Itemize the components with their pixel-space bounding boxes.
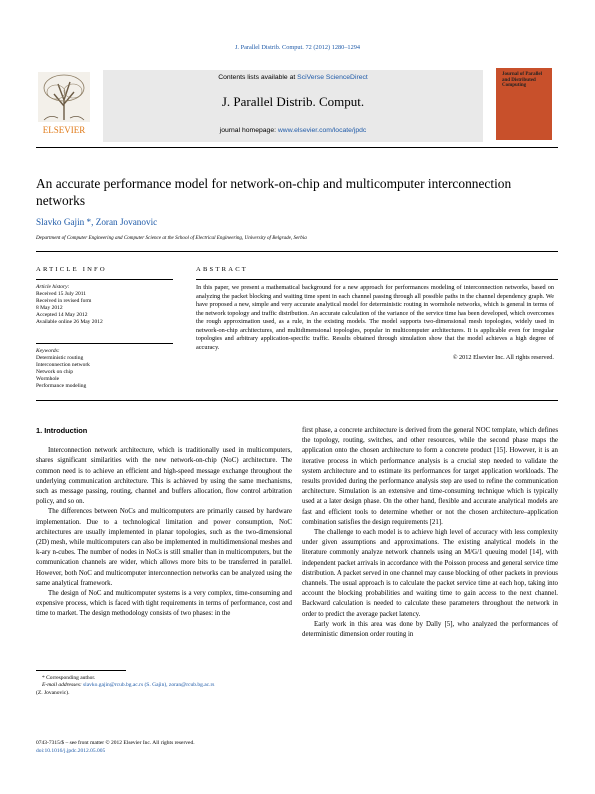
abstract-bottom-rule	[36, 400, 558, 401]
paragraph: The design of NoC and multicomputer systems is a very complex, time-consuming and expensive process, which is faced with tight requirements in terms of performance, cost and time to market. The design methodology consists of two phases: in the	[36, 590, 292, 618]
history-item: Available online 26 May 2012	[36, 319, 103, 325]
section-heading: 1. Introduction	[36, 426, 88, 435]
journal-reference: J. Parallel Distrib. Comput. 72 (2012) 1280–1294	[234, 44, 361, 51]
contents-prefix: Contents lists available at	[218, 74, 298, 81]
article-history	[36, 284, 176, 326]
keyword-item: Performance modeling	[36, 383, 87, 390]
paragraph: first phase, a concrete architecture is derived from the general NOC template, which defines the topology, routing, switches, and other resources, while the second phase maps the application onto the chosen architecture to form a concrete product [15]. However, it is an iterative process in which performance analysis is a crucial step needed to validate the system architecture and to estimate its performances for target application workloads. The results provided during the performance analysis step are used to refine the communication architecture. Simulation is an extensive and time-consuming technique which is typically used at a later design phase. On the other hand, flexible and accurate analytical models are fast and efficient tools to determine whether or not the chosen architecture–application combination satisfies the design requirements [21].	[302, 427, 558, 526]
email-links[interactable]: slavko.gajin@rcub.bg.ac.rs (S. Gajin), zoran@rcub.bg.ac.rs	[83, 682, 215, 689]
doi-link[interactable]: doi:10.1016/j.jpdc.2012.05.005	[36, 748, 106, 754]
abstract-body	[196, 284, 554, 363]
issn-line: 0743-7315/$ – see front matter © 2012 Elsevier Inc. All rights reserved.	[36, 740, 195, 746]
keywords-label: Keywords:	[36, 348, 60, 354]
keywords-rule	[36, 343, 173, 344]
article-authors[interactable]: Slavko Gajin *, Zoran Jovanovic	[36, 217, 158, 227]
paragraph: Early work in this area was done by Dally [5], who analyzed the performances of deterministic dimension order routing in	[302, 620, 558, 639]
history-item: 8 May 2012	[36, 305, 63, 311]
article-info-rule	[36, 279, 173, 280]
paragraph: Interconnection network architecture, which is traditionally used in multicomputers, shares significant similarities with the new network-on-chip (NoC) architecture. The common need is to achieve an efficient and high-speed message exchange throughout the underlying communication architecture. This is achieved by using the same mechanisms, such as message passing, routing, channel and buffers allocation, flow control arbitration policy, and so on.	[36, 447, 292, 506]
copyright-notice: © 2012 Elsevier Inc. All rights reserved.	[452, 354, 554, 361]
journal-cover-thumbnail	[496, 68, 552, 140]
homepage-prefix: journal homepage:	[219, 127, 278, 134]
footnote-rule	[36, 670, 126, 671]
article-title: An accurate performance model for network-on-chip and multicomputer interconnection networks	[36, 176, 512, 208]
history-item: Accepted 14 May 2012	[36, 312, 88, 318]
publisher-name: ELSEVIER	[42, 125, 86, 135]
sciencedirect-link[interactable]: SciVerse ScienceDirect	[297, 74, 368, 81]
paragraph: The differences between NoCs and multicomputers are primarily caused by hardware implementation. Due to a technological limitation and power consumption, NoC architectures are usually implemented in planar topologies, such as the two-dimensional (2D) mesh, while multicomputers can also be implemented in multidimensional meshes and k-ary n-cubes. The number of nodes in NoCs is still smaller than in multicomputers, but the communication channels are wider, which allows more bits to be transferred in parallel. However, both NoC and multicomputer interconnection networks can be analyzed using the same analytical framework.	[36, 508, 292, 587]
keyword-item: Network on chip	[36, 369, 73, 376]
body-column-right	[302, 426, 558, 640]
email-tail: (Z. Jovanovic).	[36, 689, 70, 696]
email-label: E-mail addresses:	[42, 682, 84, 689]
homepage-link[interactable]: www.elsevier.com/locate/jpdc	[277, 127, 367, 134]
corresponding-author-note: * Corresponding author.	[42, 675, 96, 681]
journal-header-box	[103, 70, 483, 142]
keywords	[36, 348, 176, 391]
page-footer	[36, 739, 296, 755]
abstract-heading: ABSTRACT	[196, 266, 249, 273]
history-item: Received 15 July 2011	[36, 291, 87, 297]
keyword-item: Wormhole	[36, 376, 60, 383]
abstract-text: In this paper, we present a mathematical background for a new approach for performances modeling of interconnection networks, based on analyzing the packet blocking and waiting time spent in each channel passing through all possible paths in the channel dependency graph. We have proposed a new, simple and very accurate analytical model for deterministic routing in wormhole networks, which is general in terms of the network topology and traffic distribution. An accurate calculation of the variance of the service time has been developed, which overcomes the rough approximation used, as a rule, in the existing models. The model supports two-dimensional mesh topologies, widely used in network-on-chip architectures, and multidimensional topologies, popular in multicomputer architectures. It is applicable even for irregular topologies and arbitrary application-specific traffic. Results obtained through simulation show that the model achieves a high degree of accuracy.	[196, 284, 554, 351]
paragraph: The challenge to each model is to achieve high level of accuracy with less complexity under given assumptions and approximations. The existing analytical models in the literature commonly analyze network channels using an M/G/1 queuing model [14], with independent packet arrivals in accordance with the Poisson process and general service time distribution. A packet served in one channel may cause blocking of other packets in previous channels. The usual approach is to calculate the packet service time at each hop, taking into account the blocking probabilities and waiting time to gain access to the next channel. Backward calculation is needed to calculate these parameters throughout the network in order to predict the average packet latency.	[302, 529, 558, 618]
article-info-heading: ARTICLE INFO	[36, 266, 107, 273]
journal-title: J. Parallel Distrib. Comput.	[221, 94, 365, 109]
cover-title: Journal of Parallel and Distributed Computing	[502, 72, 542, 88]
contents-line	[103, 74, 483, 81]
history-item: Received in revised form	[36, 298, 92, 304]
abstract-rule	[196, 279, 558, 280]
keyword-item: Interconnection network	[36, 362, 90, 369]
homepage-line	[103, 127, 483, 134]
email-line	[36, 682, 296, 689]
footnote	[36, 675, 296, 697]
body-column-left	[36, 426, 292, 620]
keyword-item: Deterministic routing	[36, 355, 84, 362]
header-rule	[36, 147, 558, 148]
elsevier-logo	[36, 70, 92, 136]
affiliation-rule	[36, 251, 558, 252]
author-affiliation: Department of Computer Engineering and Computer Science at the School of Electrical Engineering, University of Belgrade, Serbia	[36, 235, 307, 241]
history-label: Article history:	[36, 284, 70, 290]
